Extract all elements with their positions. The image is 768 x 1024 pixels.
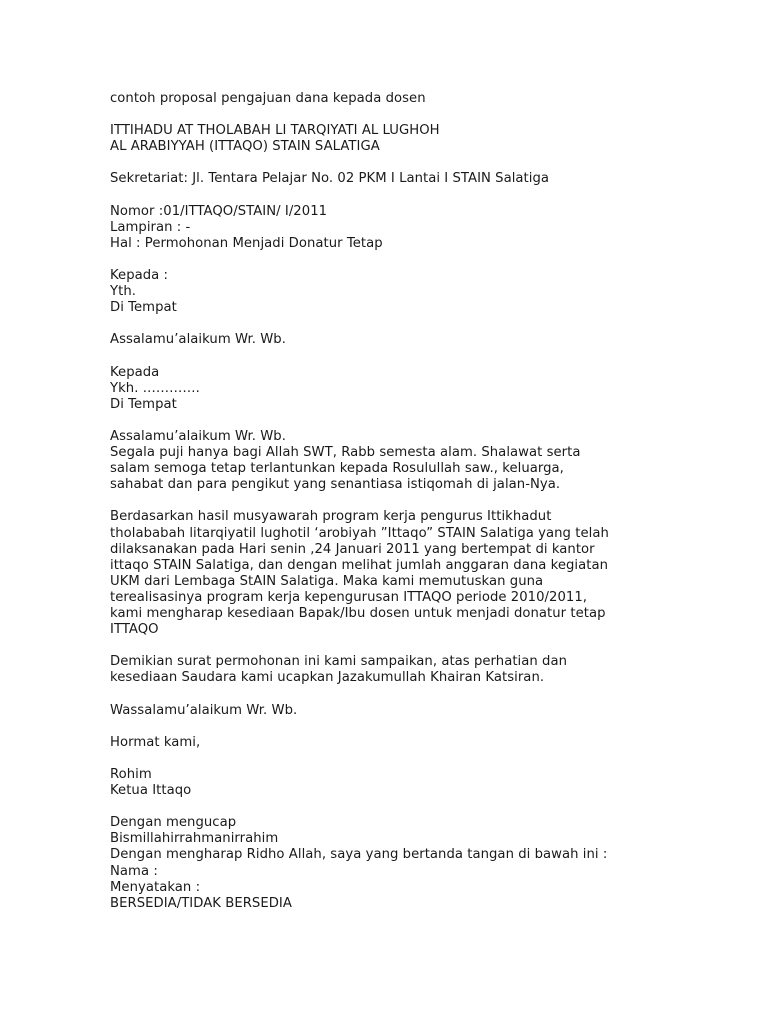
paragraph-line: kesediaan Saudara kami ucapkan Jazakumullah Khairan Katsiran. xyxy=(110,670,545,686)
recipient-block-1 xyxy=(110,268,730,316)
document-title: contoh proposal pengajuan dana kepada dosen xyxy=(110,91,426,106)
farewell-line: Wassalamu’alaikum Wr. Wb. xyxy=(110,702,298,718)
letter-subject: Hal : Permohonan Menjadi Donatur Tetap xyxy=(110,235,383,251)
statement-line: Dengan mengharap Ridho Allah, saya yang bertanda tangan di bawah ini : xyxy=(110,847,608,863)
paragraph-line: Segala puji hanya bagi Allah SWT, Rabb semesta alam. Shalawat serta xyxy=(110,445,581,461)
farewell-block xyxy=(110,703,730,719)
statement-block xyxy=(110,815,730,912)
paragraph-line: Assalamu’alaikum Wr. Wb. xyxy=(110,428,286,444)
greeting-line: Assalamu’alaikum Wr. Wb. xyxy=(110,332,286,348)
opening-paragraph xyxy=(110,429,730,493)
body-paragraph xyxy=(110,509,730,638)
paragraph-line: terealisasinya program kerja kepengurusan ITTAQO periode 2010/2011, xyxy=(110,589,588,605)
regards-line: Hormat kami, xyxy=(110,734,201,750)
letter-attachment: Lampiran : - xyxy=(110,219,191,235)
signatory-title: Ketua Ittaqo xyxy=(110,783,192,799)
recipient-line: Kepada : xyxy=(110,268,169,284)
greeting-block-1 xyxy=(110,332,730,348)
letter-document xyxy=(110,91,730,912)
regards-block xyxy=(110,735,730,751)
paragraph-line: ittaqo STAIN Salatiga, dan dengan melihat jumlah anggaran dana kegiatan xyxy=(110,557,609,573)
recipient-line: Di Tempat xyxy=(110,396,177,412)
paragraph-line: Demikian surat permohonan ini kami sampaikan, atas perhatian dan xyxy=(110,654,568,670)
signatory-block xyxy=(110,767,730,799)
organization-name-line: AL ARABIYYAH (ITTAQO) STAIN SALATIGA xyxy=(110,139,380,155)
paragraph-line: salam semoga tetap terlantunkan kepada Rosulullah saw., keluarga, xyxy=(110,461,564,477)
closing-paragraph xyxy=(110,654,730,686)
recipient-line: Ykh. …………. xyxy=(110,380,200,396)
signatory-name: Rohim xyxy=(110,766,152,782)
document-title-block xyxy=(110,91,730,107)
paragraph-line: dilaksanakan pada Hari senin ,24 Januari 2011 yang bertempat di kantor xyxy=(110,541,595,557)
organization-name-block xyxy=(110,123,730,155)
letter-info-block xyxy=(110,204,730,252)
recipient-line: Yth. xyxy=(110,284,136,300)
statement-line: Nama : xyxy=(110,863,158,879)
paragraph-line: kami mengharap kesediaan Bapak/Ibu dosen untuk menjadi donatur tetap xyxy=(110,606,606,621)
secretariat-address: Sekretariat: Jl. Tentara Pelajar No. 02 PKM I Lantai I STAIN Salatiga xyxy=(110,171,550,187)
recipient-line: Kepada xyxy=(110,364,160,380)
paragraph-line: tholababah litarqiyatil lughotil ‘arobiyah ”Ittaqo” STAIN Salatiga yang telah xyxy=(110,525,609,541)
statement-line: BERSEDIA/TIDAK BERSEDIA xyxy=(110,895,292,911)
statement-line: Dengan mengucap xyxy=(110,815,237,831)
paragraph-line: ITTAQO xyxy=(110,622,159,638)
organization-name-line: ITTIHADU AT THOLABAH LI TARQIYATI AL LUGHOH xyxy=(110,123,440,139)
paragraph-line: Berdasarkan hasil musyawarah program kerja pengurus Ittikhadut xyxy=(110,509,552,525)
letter-number: Nomor :01/ITTAQO/STAIN/ I/2011 xyxy=(110,203,328,219)
statement-line: Bismillahirrahmanirrahim xyxy=(110,831,279,847)
paragraph-line: sahabat dan para pengikut yang senantiasa istiqomah di jalan-Nya. xyxy=(110,477,561,493)
secretariat-block xyxy=(110,171,730,187)
statement-line: Menyatakan : xyxy=(110,879,201,895)
recipient-line: Di Tempat xyxy=(110,300,177,316)
recipient-block-2 xyxy=(110,365,730,413)
paragraph-line: UKM dari Lembaga StAIN Salatiga. Maka kami memutuskan guna xyxy=(110,573,544,589)
